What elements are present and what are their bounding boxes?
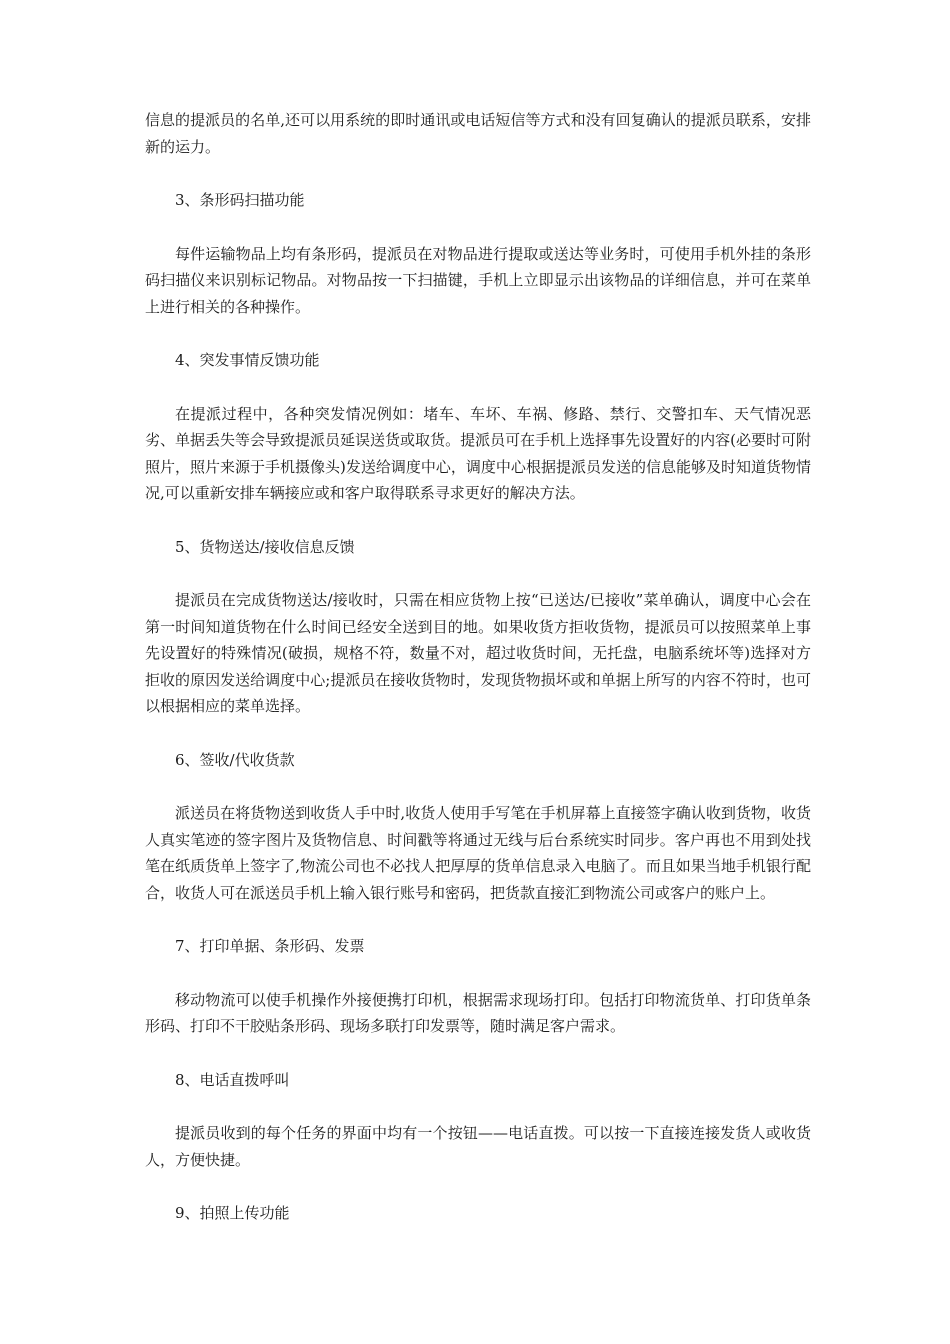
paragraph-signature: 派送员在将货物送到收货人手中时,收货人使用手写笔在手机屏幕上直接签字确认收到货物，收货人真实笔迹的签字图片及货物信息、时间戳等将通过无线与后台系统实时同步。客户再也不用到处找笔在纸质货单上签字了,物流公司也不必找人把厚厚的货单信息录入电脑了。而且如果当地手机银行配合，收货人可在派送员手机上输入银行账号和密码，把货款直接汇到物流公司或客户的账户上。 <box>145 804 811 902</box>
section-heading-signature: 6、签收/代收货款 <box>175 750 295 769</box>
section-heading-incident: 4、突发事情反馈功能 <box>175 351 320 369</box>
paragraph-continuation: 信息的提派员的名单,还可以用系统的即时通讯或电话短信等方式和没有回复确认的提派员联系，安排新的运力。 <box>145 111 811 156</box>
section-heading-printing: 7、打印单据、条形码、发票 <box>175 937 365 955</box>
document-page <box>145 107 811 1254</box>
section-heading-photo: 9、拍照上传功能 <box>175 1204 290 1222</box>
section-heading-barcode: 3、条形码扫描功能 <box>175 191 305 209</box>
paragraph-printing: 移动物流可以使手机操作外接便携打印机，根据需求现场打印。包括打印物流货单、打印货单条形码、打印不干胶贴条形码、现场多联打印发票等，随时满足客户需求。 <box>145 990 811 1035</box>
section-heading-phone: 8、电话直拨呼叫 <box>175 1070 290 1089</box>
paragraph-phone: 提派员收到的每个任务的界面中均有一个按钮——电话直拨。可以按一下直接连接发货人或收货人，方便快捷。 <box>145 1124 811 1169</box>
section-heading-delivery: 5、货物送达/接收信息反馈 <box>175 537 355 556</box>
paragraph-delivery: 提派员在完成货物送达/接收时，只需在相应货物上按“已送达/已接收”菜单确认，调度中心会在第一时间知道货物在什么时间已经安全送到目的地。如果收货方拒收货物，提派员可以按照菜单上事先设置好的特殊情况(破损，规格不符，数量不对，超过收货时间，无托盘，电脑系统坏等)选择对方拒收的原因发送给调度中心;提派员在接收货物时，发现货物损坏或和单据上所写的内容不符时，也可以根据相应的菜单选择。 <box>145 591 811 715</box>
paragraph-incident: 在提派过程中，各种突发情况例如：堵车、车坏、车祸、修路、禁行、交警扣车、天气情况恶劣、单据丢失等会导致提派员延误送货或取货。提派员可在手机上选择事先设置好的内容(必要时可附照片，照片来源于手机摄像头)发送给调度中心，调度中心根据提派员发送的信息能够及时知道货物情况,可以重新安排车辆接应或和客户取得联系寻求更好的解决方法。 <box>145 404 811 502</box>
paragraph-barcode: 每件运输物品上均有条形码，提派员在对物品进行提取或送达等业务时，可使用手机外挂的条形码扫描仪来识别标记物品。对物品按一下扫描键，手机上立即显示出该物品的详细信息，并可在菜单上进行相关的各种操作。 <box>145 244 811 316</box>
